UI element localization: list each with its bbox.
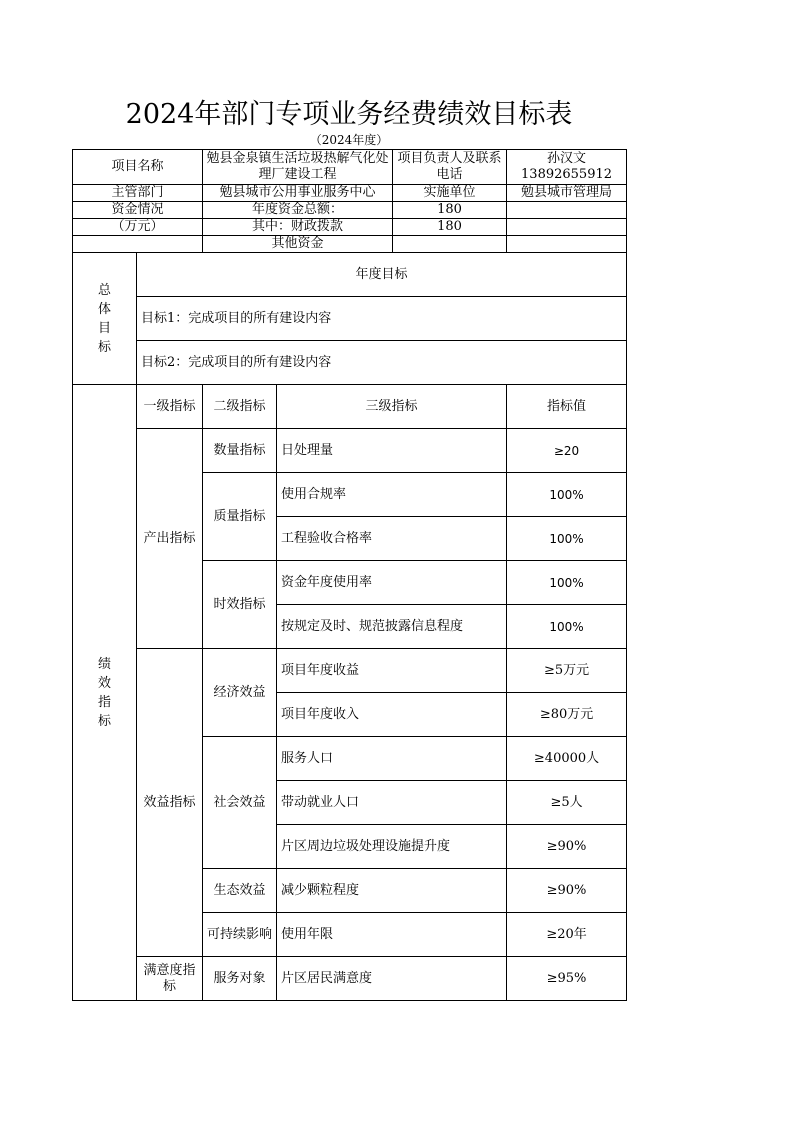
- indicator-value: 100%: [507, 561, 627, 605]
- project-name-row: [73, 150, 627, 185]
- fund-other-blank: [507, 236, 627, 253]
- fund-other-blank-left: [73, 236, 203, 253]
- impl-value: 勉县城市管理局: [507, 185, 627, 202]
- indicator-name: 资金年度使用率: [277, 561, 507, 605]
- dept-value: 勉县城市公用事业服务中心: [203, 185, 393, 202]
- fund-fiscal-row: [73, 219, 627, 236]
- header-value: 指标值: [507, 385, 627, 429]
- indicator-value: ≥5人: [507, 781, 627, 825]
- performance-target-table: [72, 149, 627, 1001]
- indicator-value: ≥20: [507, 429, 627, 473]
- overall-goal-text: 总体目标: [98, 282, 112, 355]
- indicator-value: 100%: [507, 473, 627, 517]
- fund-fiscal-blank: [507, 219, 627, 236]
- indicator-value: ≥40000人: [507, 737, 627, 781]
- economic-benefit-label: 经济效益: [203, 649, 277, 737]
- performance-indicator-label: [73, 385, 137, 1001]
- indicator-value: ≥5万元: [507, 649, 627, 693]
- fund-total-row: [73, 202, 627, 219]
- goal1-text: 目标1：完成项目的所有建设内容: [137, 297, 627, 341]
- page-title: 2024年部门专项业务经费绩效目标表: [125, 99, 573, 130]
- impl-label: 实施单位: [393, 185, 507, 202]
- timeliness-indicator-label: 时效指标: [203, 561, 277, 649]
- fund-total-label: 年度资金总额：: [203, 202, 393, 219]
- social-benefit-label: 社会效益: [203, 737, 277, 869]
- leader-label: 项目负责人及联系电话: [393, 150, 507, 185]
- satisfaction-indicator-label: 满意度指标: [137, 957, 203, 1001]
- indicator-value: ≥90%: [507, 825, 627, 869]
- dept-label: 主管部门: [73, 185, 203, 202]
- performance-indicator-text: 绩效指标: [98, 656, 112, 729]
- goal2-row: [73, 341, 627, 385]
- header-level2: 二级指标: [203, 385, 277, 429]
- service-target-label: 服务对象: [203, 957, 277, 1001]
- leader-name: 孙汉文: [547, 151, 587, 166]
- indicator-name: 带动就业人口: [277, 781, 507, 825]
- indicator-name: 项目年度收益: [277, 649, 507, 693]
- indicator-value: ≥90%: [507, 869, 627, 913]
- fund-other-row: [73, 236, 627, 253]
- indicator-name: 使用合规率: [277, 473, 507, 517]
- dept-row: [73, 185, 627, 202]
- header-level3: 三级指标: [277, 385, 507, 429]
- table-row: [73, 957, 627, 1001]
- quantity-indicator-label: 数量指标: [203, 429, 277, 473]
- quality-indicator-label: 质量指标: [203, 473, 277, 561]
- fund-other-value: [393, 236, 507, 253]
- output-indicator-label: 产出指标: [137, 429, 203, 649]
- indicator-name: 片区居民满意度: [277, 957, 507, 1001]
- indicator-value: 100%: [507, 517, 627, 561]
- header-level1: 一级指标: [137, 385, 203, 429]
- table-row: [73, 649, 627, 693]
- ecological-benefit-label: 生态效益: [203, 869, 277, 913]
- annual-goal-label: 年度目标: [137, 253, 627, 297]
- indicator-name: 项目年度收入: [277, 693, 507, 737]
- fund-other-label: 其他资金: [203, 236, 393, 253]
- page-subtitle: （2024年度）: [309, 133, 389, 147]
- fund-label-1: 资金情况: [73, 202, 203, 219]
- indicator-name: 服务人口: [277, 737, 507, 781]
- indicator-value: 100%: [507, 605, 627, 649]
- overall-goal-label: [73, 253, 137, 385]
- fund-fiscal-value: 180: [393, 219, 507, 236]
- leader-phone: 13892655912: [521, 167, 613, 182]
- benefit-indicator-label: 效益指标: [137, 649, 203, 957]
- indicator-name: 减少颗粒程度: [277, 869, 507, 913]
- table-row: [73, 429, 627, 473]
- indicator-value: ≥20年: [507, 913, 627, 957]
- indicator-name: 片区周边垃圾处理设施提升度: [277, 825, 507, 869]
- indicator-name: 按规定及时、规范披露信息程度: [277, 605, 507, 649]
- project-name-value: 勉县金泉镇生活垃圾热解气化处理厂建设工程: [203, 150, 393, 185]
- indicator-header-row: [73, 385, 627, 429]
- indicator-name: 工程验收合格率: [277, 517, 507, 561]
- sustainable-impact-label: 可持续影响: [203, 913, 277, 957]
- goal1-row: [73, 297, 627, 341]
- indicator-name: 日处理量: [277, 429, 507, 473]
- fund-fiscal-label: 其中：财政拨款: [203, 219, 393, 236]
- leader-cell: [507, 150, 627, 185]
- indicator-value: ≥95%: [507, 957, 627, 1001]
- project-name-label: 项目名称: [73, 150, 203, 185]
- indicator-value: ≥80万元: [507, 693, 627, 737]
- fund-total-value: 180: [393, 202, 507, 219]
- goal2-text: 目标2：完成项目的所有建设内容: [137, 341, 627, 385]
- fund-total-blank: [507, 202, 627, 219]
- indicator-name: 使用年限: [277, 913, 507, 957]
- annual-goal-row: [73, 253, 627, 297]
- fund-label-2: （万元）: [73, 219, 203, 236]
